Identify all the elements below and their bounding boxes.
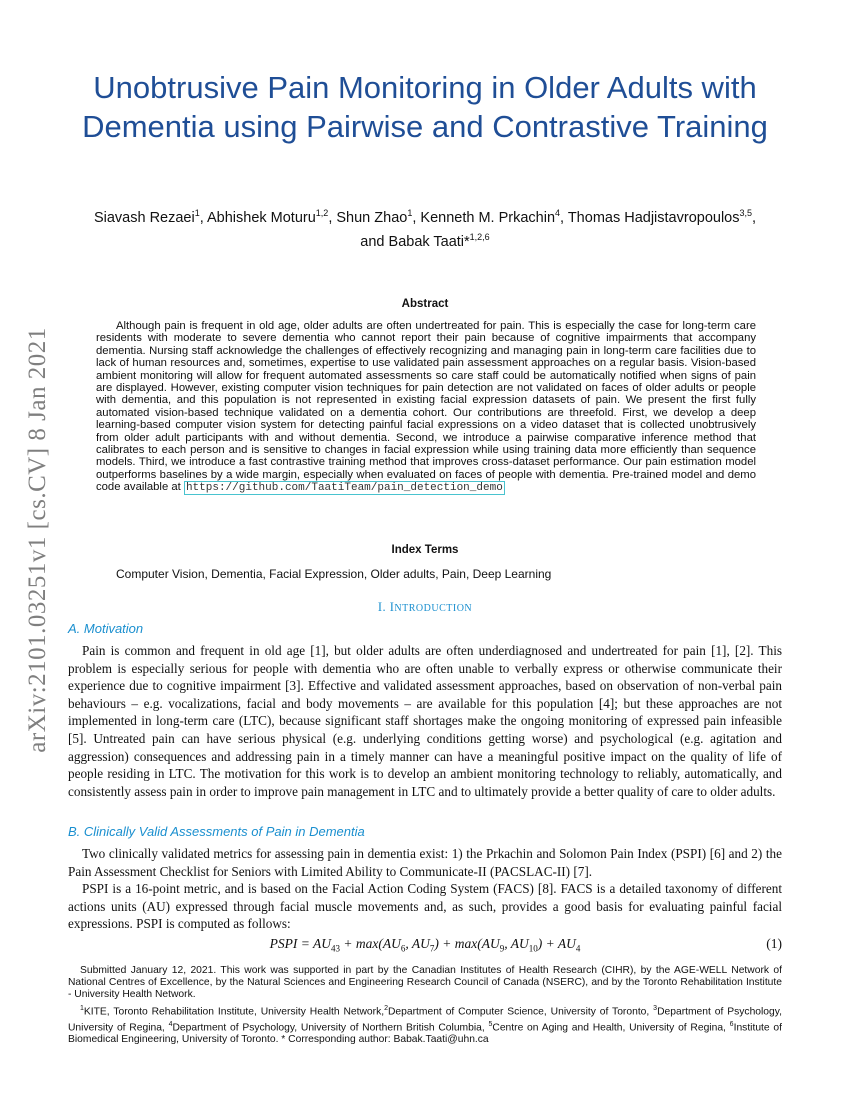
abstract-heading: Abstract xyxy=(401,298,449,310)
author: Abhishek Moturu$^{1,2}$, xyxy=(206,208,337,226)
arxiv-stamp: arXiv:2101.03251v1 [cs.CV] 8 Jan 2021 xyxy=(24,327,51,753)
motivation-paragraph: Pain is common and frequent in old age [1], but older adults are often underdiagnosed and undertreated for pain [1], [2]. This problem is especially serious for people with dementia who are often unable to verbally express or otherwise communicate their experience due to cognitive impairment [3]. Effective and validated assessment approaches, based on observation of non-verbal pain behaviours – e.g. vocalizations, facial and body movements – are available for this population [4]; but these approaches are not implemented in long-term care (LTC), because significant staff shortages make the ongoing monitoring of expressed pain infeasible [5]. Untreated pain can have serious physical (e.g. underlying conditions getting worse) and psychological (e.g. agitation and aggression) consequences and addressing pain in a timely manner can have a meaningful positive impact on the quality of life of people residing in LTC. The motivation for this work is to develop an ambient monitoring technology to reliably, automatically, and consistently assess pain in order to improve pain management in LTC and to ultimately provide a better quality of care to older adults. xyxy=(68,643,782,799)
author: and Babak Taati*$^{1,2,6}$ xyxy=(360,231,490,250)
paper-title: Unobtrusive Pain Monitoring in Older Adults with Dementia using Pairwise and Contrastive Training xyxy=(82,70,768,144)
subsection-heading-clinical: B. Clinically Valid Assessments of Pain in Dementia xyxy=(68,824,365,839)
author-list xyxy=(60,204,790,252)
index-terms: Computer Vision, Dementia, Facial Expression, Older adults, Pain, Deep Learning xyxy=(116,567,552,581)
subsection-heading-motivation: A. Motivation xyxy=(68,621,144,636)
funding-footnote: Submitted January 12, 2021. This work was supported in part by the Canadian Institutes of Health Research (CIHR), by the AGE-WELL Network of National Centres of Excellence, by the Natural Sciences and Engineering Research Council of Canada (NSERC), and by the Toronto Rehabilitation Institute - University Health Network. xyxy=(68,965,782,1001)
author: Shun Zhao$^1$, xyxy=(336,208,421,226)
equation-expression: PSPI = $AU_{43} + \max(AU_6$, $AU_7) + \max(AU_9$, $AU_{10}) + AU_4$ xyxy=(269,936,581,954)
section-heading: I. INTRODUCTION xyxy=(377,600,473,614)
github-link[interactable]: https://github.com/TaatiTeam/pain_detection_demo xyxy=(185,482,503,495)
clinical-paragraph-1: Two clinically validated metrics for assessing pain in dementia exist: 1) the Prkachin and Solomon Pain Index (PSPI) [6] and 2) the Pain Assessment Checklist for Seniors with Limited Ability to Communicate-II (PACSLAC-II) [7]. xyxy=(68,846,782,879)
equation-pspi xyxy=(68,936,782,954)
clinical-paragraph-2: PSPI is a 16-point metric, and is based on the Facial Action Coding System (FACS) [8]. FACS is a detailed taxonomy of different actions units (AU) expressed through facial muscle movements and, as such, provides a good basis for evaluating painful facial expressions. PSPI is computed as follows: xyxy=(68,881,782,932)
abstract-body xyxy=(96,320,756,495)
abstract-text: Although pain is frequent in old age, older adults are often undertreated for pain. This is especially the case for long-term care residents with moderate to severe dementia who cannot report their pain because of cognitive impairments that accompany dementia. Nursing staff acknowledge the challenges of effectively recognizing and managing pain in long-term care facilities due to lack of human resources and, sometimes, expertise to use validated pain assessment approaches on a regular basis. Vision-based ambient monitoring will allow for frequent automated assessments so care staff could be automatically notified when signs of pain are displayed. However, existing computer vision techniques for pain detection are not validated on faces of older adults or people with dementia, and this population is not represented in existing facial expression datasets of pain. We present the first fully automated vision-based technique validated on a dementia cohort. Our contributions are threefold. First, we develop a deep learning-based computer vision system for detecting painful facial expressions on a video dataset that is collected unobtrusively from older adult participants with and without dementia. Second, we introduce a pairwise comparative inference method that calibrates to each person and is sensitive to changes in facial expression while using training data more efficiently than sequence models. Third, we introduce a fast contrastive training method that improves cross-dataset performance. Our pain estimation model outperforms baselines by a wide margin, especially when evaluated on faces of people with dementia. Pre-trained model and demo code available at xyxy=(96,320,756,494)
author: Kenneth M. Prkachin$^4$, xyxy=(420,208,568,226)
affiliations-footnote: $^1$KITE, Toronto Rehabilitation Institute, University Health Network,$^2$Department of Computer Science, University of Toronto, $^3$Department of Psychology, University of Regina, $^4$Department of Psychology, University of Northern British Columbia, $^5$Centre on Aging and Health, University of Regina, $^6$Institute of Biomedical Engineering, University of Toronto. * Corresponding author: Babak.Taati@uhn.ca xyxy=(68,1005,783,1046)
author: Thomas Hadjistavropoulos$^{3,5}$, xyxy=(567,208,757,226)
author: Siavash Rezaei$^1$, xyxy=(93,208,207,226)
equation-number: (1) xyxy=(766,936,782,951)
index-terms-heading: Index Terms xyxy=(391,544,459,556)
